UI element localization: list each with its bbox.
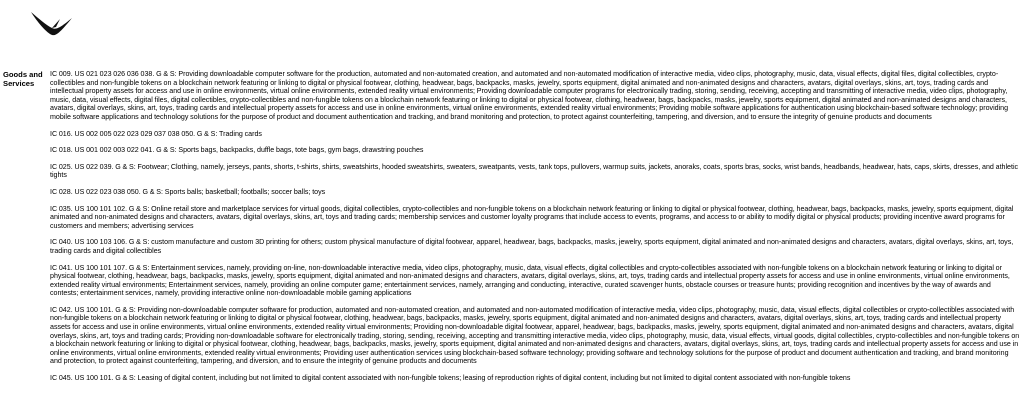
class-text: Entertainment services, namely, providing on-line, non-downloadable interactive media, video clips, photography, music, data, visual effects, digital collectibles and crypto-collectibles associated with non-fungible tokens on a blockchain network featuring or linking to digital or physical footwear, clothing, headwear, bags, backpacks, masks, jewelry, sports equipment, digital animated and non-animated designs and characters, avatars, digital overlays, skins, art, toys, trading cards and intellectual property assets for access and use in online environments, virtual online environments, extended reality virtual environments; Entertainment services, namely, providing an online computer game; entertainment services, namely, arranging and conducting, interactive, curated scavenger hunts, obstacle courses or treasure hunts; providing recognition and incentives by the way of awards and contests; entertainment services, namely, providing interactive online non-downloadable mobile gaming applications xyxy=(50,263,1010,298)
class-entry xyxy=(50,188,1020,197)
class-entry xyxy=(50,146,1020,155)
class-header: IC 025. US 022 039. G & S: xyxy=(50,162,136,171)
class-header: IC 028. US 022 023 038 050. G & S: xyxy=(50,187,163,196)
class-header: IC 042. US 100 101. G & S: xyxy=(50,305,136,314)
class-header: IC 018. US 001 002 003 022 041. G & S: xyxy=(50,146,177,155)
swoosh-logo xyxy=(30,8,74,38)
class-entry xyxy=(50,374,1020,383)
class-text: custom manufacture and custom 3D printing for others; custom physical manufacture of digital footwear, apparel, headwear, bags, backpacks, masks, jewelry, sports equipment, digital animated and non-animated designs and characters, avatars, digital overlays, skins, art, toys, trading cards and digital collectibles xyxy=(50,238,1014,255)
class-text: Providing non-downloadable computer software for production, automated and non-automated creation, and automated and non-automated modification of interactive media, video clips, photography, music, data, visual effects, digital collectibles or crypto-collectibles associated with non-fungible tokens on a blockchain network featuring or linking to digital or physical footwear, clothing, headwear, bags, backpacks, masks, jewelry, sports equipment, digital animated and non-animated designs and characters, avatars, digital overlays, skins, art, toys, trading cards and intellectual property assets for access and use in online environments, virtual online environments, extended reality virtual environments; Providing non-downloadable digital footwear, apparel, headwear, bags, backpacks, masks, jewelry, sports equipment, digital animated and non-animated designs and characters, avatars, digital overlays, skins, art, toys and trading cards; Providing non-downloadable software for electronically trading, storing, sending, receiving, accepting and transmitting interactive media, video clips, photography, music, data, visual effects, virtual goods, digital collectibles, crypto-collectibles and non-fungible tokens on a blockchain network featuring or linking to digital or physical footwear, clothing, headwear, bags, backpacks, masks, jewelry, sports equipment, digital animated and non-animated designs and characters, avatars, digital overlays, skins, art, toys, trading cards and intellectual property assets for access and use in online environments, virtual online environments, extended reality virtual environments; Providing user authentication services using blockchain-based software technology; providing software and technology solutions for the purpose of product and document authentication and tracking, and brand monitoring and protection, to protect against counterfeiting, tampering, and diversion, and to ensure the integrity of genuine products and documents xyxy=(50,305,1020,366)
class-entry xyxy=(50,264,1020,298)
class-text: Trading cards xyxy=(219,129,262,138)
class-text: Leasing of digital content, including but not limited to digital content associated with non-fungible tokens; leasing of reproduction rights of digital content, including but not limited to digital content associated with non-fungible tokens xyxy=(137,374,851,383)
class-header: IC 035. US 100 101 102. G & S: xyxy=(50,204,150,213)
class-entry xyxy=(50,238,1020,255)
class-header: IC 040. US 100 103 106. G & S: xyxy=(50,238,150,247)
class-entry xyxy=(50,306,1020,366)
class-entry xyxy=(50,205,1020,231)
class-entry xyxy=(50,130,1020,139)
goods-services-list xyxy=(50,70,1020,391)
class-entry xyxy=(50,70,1020,122)
class-header: IC 016. US 002 005 022 023 029 037 038 050. G & S: xyxy=(50,129,218,138)
goods-services-label: Goods and Services xyxy=(3,70,43,88)
class-text: Footwear; Clothing, namely, jerseys, pants, shorts, t-shirts, shirts, sweatshirts, hooded sweatshirts, sweaters, sweatpants, vests, tank tops, pullovers, warmup suits, jackets, anoraks, coats, sports bras, socks, wrist bands, headbands, headwear, hats, caps, skirts, dresses, and athletic tights xyxy=(50,162,1019,180)
class-header: IC 045. US 100 101. G & S: xyxy=(50,374,136,383)
class-text: Sports balls; basketball; footballs; soccer balls; toys xyxy=(164,187,326,196)
class-entry xyxy=(50,163,1020,180)
class-header: IC 009. US 021 023 026 036 038. G & S: xyxy=(50,70,177,78)
class-text: Online retail store and marketplace services for virtual goods, digital collectibles, crypto-collectibles and non-fungible tokens on a blockchain network featuring or linking to digital or physical footwear, clothing, headwear, bags, backpacks, masks, jewelry, sports equipment, digital animated and non-animated designs and characters, avatars, digital overlays, skins, art, toys and trading cards; membership services and customer loyalty programs that include access to events, programs, and access to or ability to modify digital or physical products; providing incentive award programs for customers and members; advertising services xyxy=(50,204,1014,230)
class-text: Providing downloadable computer software for the production, automated and non-automated creation, and automated and non-automated modification of interactive media, video clips, photography, music, data, visual effects, digital files, digital collectibles, crypto-collectibles and non-fungible tokens on a blockchain network featuring or linking to digital or physical footwear, clothing, headwear, bags, backpacks, masks, jewelry, sports equipment, digital animated and non-animated designs and characters, avatars, digital overlays, skins, art, toys, trading cards and intellectual property assets for access and use in online environments, virtual online environments, extended reality virtual environments; Providing downloadable computer programs for electronically trading, storing, sending, receiving, accepting and transmitting of interactive media, video clips, photography, music, data, visual effects, digital files, digital collectibles, crypto-collectibles and non-fungible tokens on a blockchain network featuring or linking to digital or physical footwear, clothing, headwear, bags, backpacks, masks, jewelry, sports equipment, digital animated and non-animated designs and characters, avatars, digital overlays, skins, art, toys, trading cards and intellectual property assets for access and use in online environments, virtual online environments, extended reality virtual environments; Providing mobile software applications for authentication using blockchain-based software technology; providing mobile software applications and technology solutions for the purpose of product and document authentication and tracking, and brand monitoring and protection, to protect against counterfeiting, tampering, and diversion, and to ensure the integrity of genuine products and documents xyxy=(50,70,1009,121)
class-text: Sports bags, backpacks, duffle bags, tote bags, gym bags, drawstring pouches xyxy=(178,146,424,155)
class-header: IC 041. US 100 101 107. G & S: xyxy=(50,263,150,272)
